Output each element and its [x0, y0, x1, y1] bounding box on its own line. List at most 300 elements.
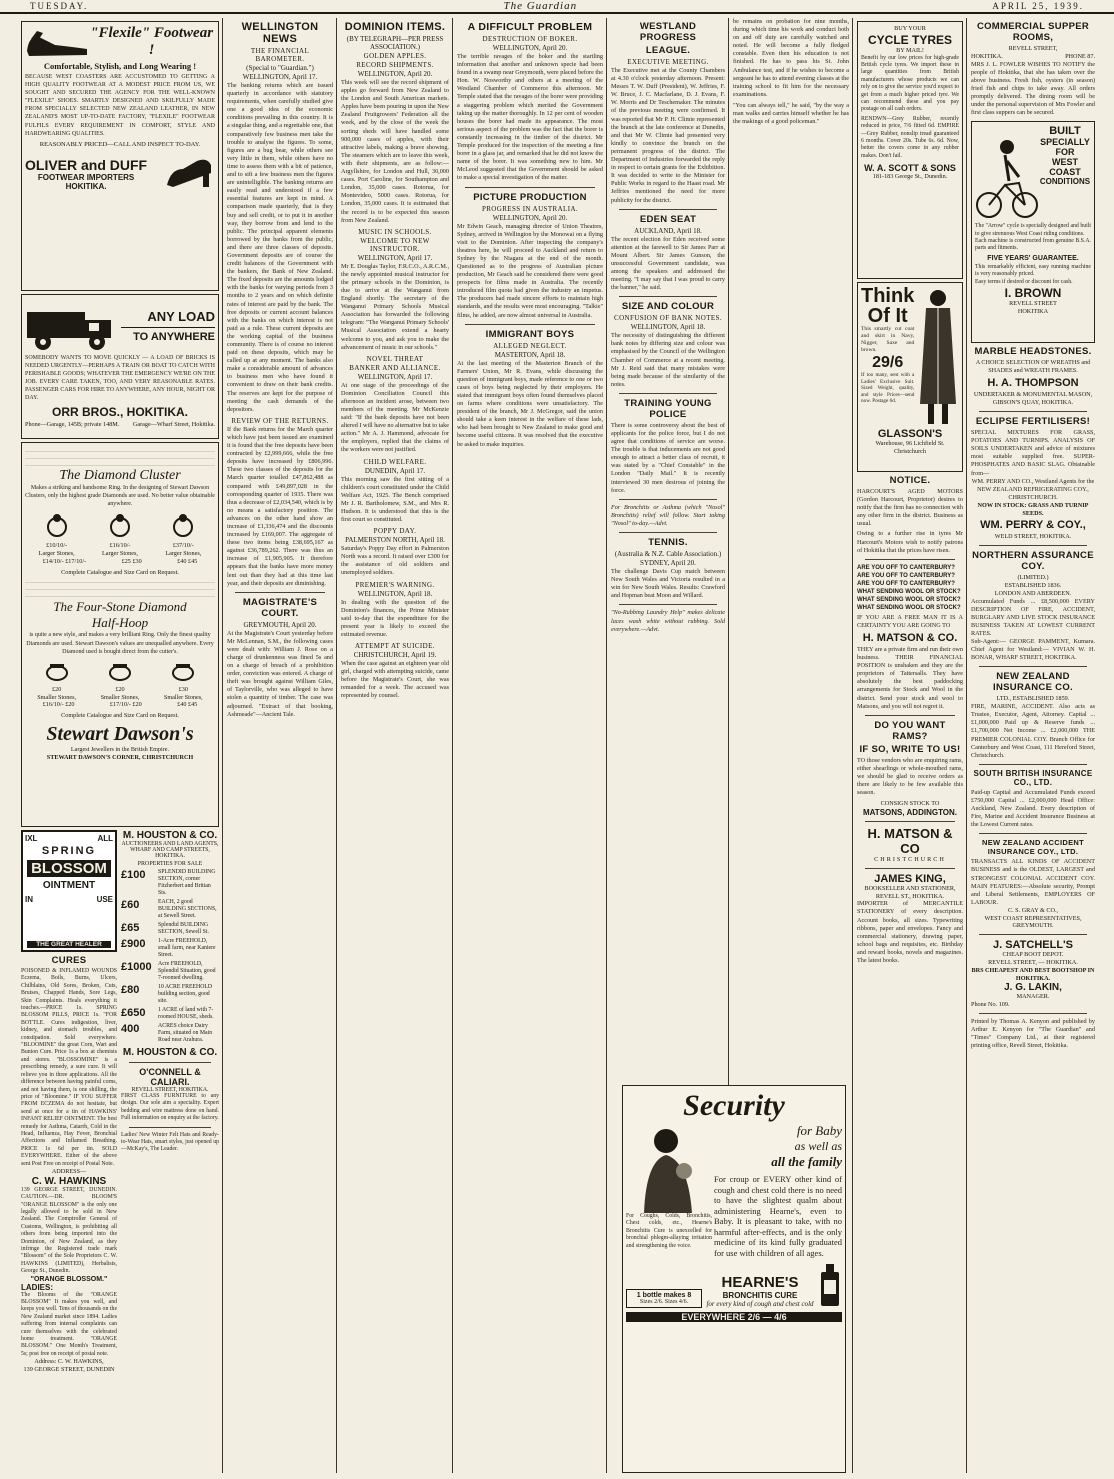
- eclipse-body: SPECIAL MIXTURES FOR GRASS, POTATOES AND TURNIPS. ANALYSIS OF SOILS UNDERTAKEN and advice of mixtures most suitable supplied free. SUPER-PHOSPHATES AND BASIC SLAG. Obtainable from—: [971, 429, 1095, 477]
- blossom-logo: [21, 830, 117, 952]
- blossom-ixl: IXL: [25, 834, 38, 843]
- cluster-larger-price-1: £14/10/- £17/10/-: [42, 557, 87, 565]
- canterbury-body: IF YOU ARE A FREE MAN IT IS A CERTAINTY YOU ARE GOING TO: [857, 613, 963, 629]
- property-description: Splendid BUILDING SECTION, Sewell St.: [158, 922, 209, 935]
- dateline: WELLINGTON, April 20.: [357, 70, 433, 78]
- specially-word: SPECIALLY: [1040, 137, 1090, 148]
- supper-rooms-town: HOKITIKA.: [971, 52, 1003, 60]
- half-hoop-body: is quite a new style, and makes a very brilliant Ring. Only the finest quality Diamonds are used. Stewart Dawson's values are unequalled anywhere. Every Diamond used is bought direct from the cutter's.: [26, 632, 214, 655]
- property-listing: [121, 1023, 219, 1044]
- james-king-body: IMPORTER of MERCANTILE STATIONERY of every description. Account books, all sizes. Typewriting ribbons, paper and envelopes. Fancy and commercial stationery, drawing paper, school bags and requisites, etc. Birthday and reward books, novels and magazines. The latest books.: [857, 900, 963, 964]
- arrow-body-2: Each machine is constructed from genuine B.S.A. parts and fitments.: [975, 238, 1091, 252]
- bottle-makes: 1 bottle makes 8: [636, 1292, 692, 1299]
- article-body: At the Magistrate's Court yesterday before Mr McLennan, S.M., the following cases were dealt with: William J. Rose on a charge of drunkenness was fined 5s and on a charge of breach of a prohibition order, conviction was entered. A charge of theft was brought against William Giles, of Taylorville, who was alleged to have stolen a quantity of timber. The case was adjourned. "Extract of that booking, Ashmeade"—Ancient Tale.: [227, 629, 333, 718]
- telegraph-note: (BY TELEGRAPH—PER PRESS ASSOCIATION.): [346, 35, 444, 51]
- property-description: 10 ACRE FREEHOLD building section, good site.: [158, 984, 213, 1004]
- column-2-wellington-news: [224, 18, 336, 1473]
- alleged-neglect-sub: ALLEGED NEGLECT.: [493, 341, 567, 350]
- notice-heading: NOTICE.: [889, 475, 931, 486]
- canterbury-line: ARE YOU OFF TO CANTERBURY?: [857, 580, 955, 587]
- canterbury-line: ARE YOU OFF TO CANTERBURY?: [857, 564, 955, 571]
- hawkins-name: C. W. HAWKINS: [31, 1175, 107, 1187]
- tyres-body: Benefit by our low prices for high-grade British cycle tyres. We import these in large quantities from British manufacturers whose products we can rely on to give the service you'd expect to get from a much higher priced tyre. We can recommend these and you pay postage on all cash orders.: [861, 54, 959, 113]
- buy-your: BUY YOUR: [894, 25, 926, 32]
- hoop-smaller-1: Smaller Stones,: [37, 693, 77, 701]
- cluster-larger-3: Larger Stones,: [165, 550, 202, 558]
- column-rule: [966, 18, 967, 1473]
- canterbury-line: WHAT SENDING WOOL OR STOCK?: [857, 588, 961, 595]
- ring-icon: [170, 512, 196, 538]
- rams-heading: DO YOU WANT RAMS?: [874, 719, 946, 742]
- article-body: At the last meeting of the Masterton Branch of the Farmers' Union, Mr R. Evans, while discussing the question of immigrant boys, made reference to one or two cases of boys being neglected by their employers. He stated that immigrant boys often found themselves placed on farms where conditions were unsatisfactory. The president of the branch, Mr J. McGregor, said the union should take a keen interest in the welfare of these lads, who had been brought to New Zealand to make good and become useful citizens. It was resolved that the executive be asked to make inquiries.: [457, 359, 603, 448]
- marble-heading: MARBLE HEADSTONES.: [974, 346, 1092, 358]
- satchell-street: REVELL STREET, — HOKITIKA.: [988, 959, 1078, 967]
- column-4-news: [454, 18, 606, 1473]
- ring-icon: [44, 660, 70, 682]
- immigrant-boys-heading: IMMIGRANT BOYS: [485, 328, 575, 340]
- glassons-sizes-text: If too many, sent with a Ladies' Exclusive Suit. Sized Weight, quality, and style Prices—send now. Postage 6d.: [861, 372, 915, 405]
- masthead-day: TUESDAY.: [30, 1, 89, 11]
- lakin-name: J. G. LAKIN,: [1004, 982, 1062, 994]
- orr-body: SOMEBODY WANTS TO MOVE QUICKLY — A LOAD OF BRICKS IS NEEDED URGENTLY—PERHAPS A TRAIN OR BOAT TO CATCH WITH PERISHABLE GOODS; WHATEVER THE EMERGENCY WE'RE ON THE JOB. EVERY CARE TAKEN, TOO, AND VERY REASONABLE RATES. PASSENGER CARS FOR HIRE TO ANYWHERE, ANY HOUR, NIGHT OR DAY.: [25, 355, 215, 402]
- orr-garage: Garage—Wharf Street, Hokitika.: [132, 420, 215, 428]
- masthead-date: APRIL 25, 1939.: [992, 1, 1084, 11]
- security-as-well-as: as well as: [794, 1139, 842, 1153]
- property-listing: [121, 984, 219, 1005]
- article-body: Mr Edwin Geach, managing director of Union Theatres, Sydney, arrived in Wellington by the Monowai on a flying visit to the Dominion. After inspecting the company's theatres here, he will proceed to Auckland and return to Sydney by the Niagara at the end of the month. Questioned as to the progress of Australian picture production, Mr Geach said he considered there were good prospects for films made in Australia. The recently introduced film quota had given the industry an impetus. The producers had made sincere efforts to maintain high standards, and the results were most encouraging. "Talkie" films, he added, are now almost universal in Australia.: [457, 222, 603, 319]
- property-description: SPLENDID BUILDING SECTION, corner Fitzherbert and Brittan Sts.: [158, 869, 216, 896]
- property-listing: [121, 869, 219, 897]
- property-listing: [121, 922, 219, 936]
- blossom-cures: CURES: [51, 955, 87, 966]
- west-word: WEST: [1052, 157, 1078, 168]
- nz-insurance-body: FIRE, MARINE, ACCIDENT. Also acts as Trustee, Executor, Agent, Attorney. Capital ... £1,000,000 Paid up & Reserve funds ... £1,700,000 Net Income ... £2,000,000 THE PREMIER COLONIAL COY. Branch Office for Canterbury and West Coast, 111 Hereford Street, Christchurch.: [971, 703, 1095, 759]
- arrow-body: The "Arrow" cycle is specially designed and built to give strenuous West Coast riding conditions.: [975, 223, 1091, 237]
- oconnell-body: FIRST CLASS FURNITURE to any design. Our sole aim a speciality. Expert bedding and wire mattress done on hand. Full information on enquiry at the factory.: [121, 1093, 219, 1122]
- hearnes-everywhere: EVERYWHERE 2/6 — 4/6: [626, 1312, 842, 1322]
- oliver-duff-town: HOKITIKA.: [65, 181, 107, 191]
- column-rule: [222, 18, 223, 1473]
- training-police-heading: TRAINING YOUNG POLICE: [624, 397, 712, 420]
- article-body: The recent election for Eden received some attention at the farewell to Sir James Parr at Mount Albert. Sir James Gunson, the unsuccessful Government candidate, was among the speakers and addressed the meeting. "I may say that I was proud to carry the banner," he said.: [611, 235, 725, 292]
- think-word: Think: [861, 285, 915, 307]
- glassons-coat-text: This smartly cut coat and skirt in Navy, Nigger, Saxe and brown.: [861, 326, 915, 353]
- lady-in-coat-illustration: [914, 286, 959, 428]
- blossom-in: IN: [25, 895, 33, 904]
- nosol-advert: For Bronchitis or Asthma (which "Nosol" Bronchitis) relief will follow. Start taking "Nosol" to-day.—Advt.: [611, 503, 725, 527]
- ladies-shoe-icon: [163, 151, 215, 191]
- consign-stock: CONSIGN STOCK TO: [880, 800, 940, 808]
- coast-word: COAST: [1049, 167, 1081, 178]
- shoe-icon: [25, 25, 88, 59]
- supper-rooms-street: REVELL STREET,: [1008, 45, 1058, 52]
- dateline: GREYMOUTH, April 20.: [243, 620, 317, 629]
- eden-seat-heading: EDEN SEAT: [639, 213, 697, 225]
- property-description: 1-Acre FREEHOLD, small farm, near Kaniere Street.: [158, 938, 216, 958]
- article-body: The challenge Davis Cup match between New South Wales and Victoria resulted in a win for New South Wales. Results: Crawford and Hopman beat Moon and Willard.: [611, 568, 725, 600]
- property-listing: [121, 961, 219, 982]
- oconnell-name: O'CONNELL & CALIARI.: [139, 1067, 201, 1087]
- column-3-dominion-items: [338, 18, 452, 1473]
- canterbury-line: WHAT SENDING WOOL OR STOCK?: [857, 596, 961, 603]
- dateline: DUNEDIN, April 17.: [364, 466, 426, 475]
- article-body: At one stage of the proceedings of the Dominion Conciliation Council this afternoon an incident arose, between two members of the meeting. Mr McKenzie said: "If the bank deposits have not been altered I will have no alternative but to take action." Mr A. J. Hammond, advocate for the employers, replied that the claims of the workers were not justified.: [341, 381, 449, 454]
- scott-name: W. A. SCOTT & SONS: [864, 163, 956, 174]
- column-rule: [336, 18, 337, 1473]
- flexile-footwear-ad: [21, 21, 219, 291]
- supper-rooms-heading: COMMERCIAL SUPPER ROOMS,: [976, 21, 1090, 43]
- ornament-border: [25, 446, 215, 466]
- destruction-boker-sub: DESTRUCTION OF BOKER.: [482, 35, 578, 43]
- nz-accident-body: TRANSACTS ALL KINDS OF ACCIDENT BUSINESS and is the OLDEST, LARGEST and STRONGEST COLONIAL ACCIDENT COY. MAIN FEATURES:—Absolute security, Prompt and Liberal Settlements, EMPLOYERS OF LABOUR.: [971, 858, 1095, 906]
- dateline: WELLINGTON, April 18.: [357, 589, 433, 598]
- stewart-dawson-tagline: Largest Jewellers in the British Empire.: [70, 745, 170, 753]
- article-body: "You can always tell," he said, "by the way a man walks and carries himself whether he has the makings of a good policeman.": [733, 101, 849, 126]
- property-description: ACRES choice Dairy Farm, situated on Main Road near Arahura.: [158, 1023, 213, 1043]
- arrow-cycle-ad: [971, 121, 1095, 343]
- ring-icon: [170, 660, 196, 682]
- matson-town: CHRISTCHURCH: [874, 855, 946, 863]
- blossom-all: ALL: [97, 834, 114, 843]
- thompson-trade: UNDERTAKER & MONUMENTAL MASON,: [973, 391, 1093, 399]
- property-listing: [121, 1007, 219, 1021]
- article-body: In dealing with the question of the Dominion's finances, the Prime Minister said to-day that the expenditure for the present year is likely to exceed the estimated revenue.: [341, 598, 449, 638]
- poppy-day-sub: POPPY DAY.: [373, 527, 417, 536]
- orr-bros-ad: [21, 294, 219, 439]
- orr-to-anywhere: TO ANYWHERE: [133, 331, 215, 343]
- blossom-ointment: OINTMENT: [42, 880, 96, 891]
- dateline: WELLINGTON, April 17.: [357, 372, 433, 381]
- hawkins-address: Address: C. W. HAWKINS,: [34, 1358, 104, 1366]
- orr-phone: Phone—Garage, 145B; private 148M.: [25, 420, 120, 428]
- premiers-warning-sub: PREMIER'S WARNING.: [355, 580, 435, 589]
- ornament-border: [25, 579, 215, 597]
- spring-blossom-ad: [21, 830, 117, 1374]
- property-description: Acre FREEHOLD, Splendid Situation, good 7-roomed dwelling.: [158, 961, 216, 981]
- dateline: WELLINGTON, April 20.: [492, 44, 568, 52]
- satchell-depot: CHEAP BOOT DEPOT.: [1002, 951, 1064, 959]
- guarantee: FIVE YEARS' GUARANTEE.: [987, 254, 1079, 262]
- special-note: (Special to "Guardian."): [246, 64, 314, 72]
- arrow-body-3: This remarkably efficient, easy running machine is very reasonably priced.: [975, 263, 1091, 278]
- bottle-sizes: Sizes 2/6. Sizes 4/6.: [639, 1299, 689, 1305]
- northern-limited: (LIMITED.): [1017, 574, 1049, 582]
- glassons-warehouse: Warehouse, 96 Lichfield St.: [875, 440, 945, 447]
- security-title: Security: [683, 1089, 785, 1122]
- progress-australia-sub: PROGRESS IN AUSTRALIA.: [481, 204, 579, 213]
- dateline: WELLINGTON, April 18.: [630, 323, 706, 332]
- built-word: BUILT: [1049, 125, 1081, 138]
- dateline: WELLINGTON, April 20.: [492, 213, 568, 222]
- westland-progress-heading: WESTLAND PROGRESS: [639, 21, 697, 43]
- matson-body: THEY are a private firm and run their own business. THEIR FINANCIAL POSITION is unshaken and they are the proprietors of Tattersalls. They have absolutely the best paddocking arrangements for Stock and Wool in the district. Send your stock and wool to Matsons, and you will not regret it.: [857, 645, 963, 710]
- article-body: This morning saw the first sitting of a children's court constituted under the Child Welfare Act, 1925. The Bench comprised Mr J. R. Bartholomew, S.M., and Mrs R. Hudson. It is understood that this is the first court so constituted.: [341, 475, 449, 524]
- cluster-price-3: £37/10/-: [172, 542, 194, 550]
- blossom-spring: SPRING: [41, 845, 97, 857]
- dateline: AUCKLAND, April 18.: [634, 226, 702, 235]
- printer-imprint: Printed by Thomas A. Kenyon and published by Arthur E. Kenyon for "The Guardian" and "Times" Company Ltd., at their registered printing office, Revell Street, Hokitika.: [971, 1018, 1095, 1050]
- nz-insurance-heading: NEW ZEALAND INSURANCE CO.: [993, 671, 1073, 694]
- westland-progress-heading-2: LEAGUE.: [645, 45, 691, 56]
- blossom-word: BLOSSOM: [27, 860, 111, 877]
- article-body: If the Bank returns for the March quarter which have just been issued are examined it is found that the free deposits have been contracted by £2,999,666, while the free deposits have increased by £806,996. These two classes of the deposits for the March quarter totalled £47,862,488 as compared with £49,897,028 in the corresponding quarter of 1935. There was thus a decrease of £2,034,540, which is by no means a satisfactory position. The advances on the other hand show an increase of £1,336,474 and the discounts increased by £169,007. The aggregate of these two items being £38,695,167 as against £36,789,262. There was thus an increase of £1,905,905. It therefore appears that the banks have more money lent out than they had at this time last year, and their deposits are diminishing.: [227, 425, 333, 587]
- column-rule: [852, 18, 853, 1473]
- column-8-advertisements: [968, 18, 1098, 1473]
- glassons-town: Christchurch: [894, 447, 926, 455]
- bank-notes-sub: CONFUSION OF BANK NOTES.: [614, 314, 722, 323]
- supper-rooms-phone: PHONE 87.: [1065, 52, 1095, 60]
- perry-agents: WM. PERRY AND CO., Westland Agents for the NEW ZEALAND REFRIGERATING COY., CHRISTCHURCH.: [971, 477, 1095, 501]
- eclipse-heading: ECLIPSE FERTILISERS!: [975, 416, 1091, 428]
- cluster-catalogue-note: Complete Catalogue and Size Card on Request.: [61, 568, 179, 576]
- nz-insurance-established: LTD., ESTABLISHED 1859.: [996, 695, 1070, 703]
- property-price: £1000: [121, 961, 152, 973]
- brown-name: I. BROWN: [1004, 286, 1062, 301]
- article-body: The necessity of distinguishing the different bank notes by differing size and colour was emphasised by the Council of the Wellington Chamber of Commerce at a recent meeting. Mr J. Reid said that many mistakes were being made because of the similarity of the notes.: [611, 332, 725, 388]
- size-colour-heading: SIZE AND COLOUR: [621, 301, 715, 313]
- brown-town: HOKITIKA: [1017, 307, 1049, 315]
- property-description: EACH, 2 good BUILDING SECTIONS, at Sewell Street.: [158, 899, 217, 919]
- cluster-larger-1: Larger Stones,: [38, 550, 75, 558]
- diamond-cluster-body: Makes a striking and handsome Ring. In the designing of Stewart Dawson Clusters, only the highest grade Diamonds are used. No better value obtainable anywhere.: [25, 485, 215, 508]
- hawkins-address-2: 139 GEORGE STREET, DUNEDIN: [23, 1366, 115, 1374]
- ring-icon: [44, 512, 70, 538]
- property-price: £900: [121, 938, 146, 950]
- mother-and-baby-illustration: [626, 1123, 710, 1213]
- property-listing: [121, 938, 219, 959]
- for-word: FOR: [1055, 147, 1075, 158]
- orr-any-load: ANY LOAD: [147, 309, 215, 324]
- northern-established: ESTABLISHED 1836.: [1004, 582, 1062, 590]
- cluster-price-1: £10/10/-: [46, 542, 68, 550]
- thompson-address: GIBSON'S QUAY, HOKITIKA.: [992, 399, 1074, 407]
- laundry-advert: "No-Rubbing Laundry Help" makes delicate laces wash white without rubbing. Sold everywhere.—Advt.: [611, 609, 725, 633]
- northern-agents: Sub-Agent:— GEORGE PAMMENT, Kumara. Chief Agent for Westland:— VIVIAN W. H. BONAR, WHARF STREET, HOKITIKA.: [971, 638, 1095, 662]
- hoop-smaller-price-2: £17/10/- £20: [109, 701, 142, 709]
- hoop-smaller-price-1: £16/10/- £20: [42, 701, 75, 709]
- masthead: [0, 0, 1114, 14]
- blossom-ladies-body: The Blooms of the "ORANGE BLOSSOM" It makes you well, and keeps you well. Tens of thousands on the New Zealand market since 1894. Ladies suffering from internal complaints can cure themselves with the celebrated home treatment. "ORANGE BLOSSOM." One Month's Treatment, 5s; post free on receipt of postal note.: [21, 1291, 118, 1357]
- ladies-label: LADIES:: [21, 1282, 53, 1292]
- perry-street: WELD STREET, HOKITIKA.: [994, 533, 1072, 541]
- orange-blossom: "ORANGE BLOSSOM.": [30, 1275, 108, 1283]
- cable-note: (Australia & N.Z. Cable Association.): [614, 550, 722, 559]
- property-listing: [121, 899, 219, 920]
- satchell-best: BRS CHEAPEST AND BEST BOOTSHOP IN HOKITIKA.: [971, 966, 1095, 982]
- half-hoop-title: The Four-Stone Diamond: [53, 599, 187, 615]
- houston-ad: [121, 830, 219, 1374]
- perry-name: WM. PERRY & COY.,: [980, 519, 1086, 532]
- oliver-duff-name: OLIVER and DUFF: [25, 156, 148, 173]
- article-body: There is some controversy about the best of applicants for the police force, but I do not agree that conditions of service are worse. The trouble is that inducements are not good enough to attract a better class of recruit, it was stated by a "Chief Constable" in the London "Daily Mail." It is recently interviewed 30 men desirous of joining the force.: [611, 421, 725, 494]
- attempt-suicide-sub: ATTEMPT AT SUICIDE.: [355, 641, 435, 650]
- cluster-larger-2: Larger Stones,: [102, 550, 138, 558]
- glassons-ad: [857, 282, 963, 472]
- south-british-body: Paid-up Capital and Accumulated Funds exceed £750,000 Capital ... £2,000,000 Head Office: Auckland, New Zealand. Every description of Fire, Marine and Accident Insurance Business at the Lowest Current rates.: [971, 788, 1095, 829]
- medicine-bottle-icon: [818, 1262, 842, 1308]
- arrow-terms: Easy terms if desired or discount for cash.: [975, 278, 1073, 285]
- hoop-smaller-2: Smaller Stones,: [100, 693, 140, 701]
- hoop-smaller-3: Smaller Stones,: [163, 693, 203, 701]
- article-body: This week will see the record shipment of apples go forward from New Zealand to the London and South American markets. Apples have been pouring in upon the New Zealand Fruitgrowers' Federation all the week, and by the close of the week the sorting sheds will have handled some 900,000 cases of apples, with their attractive labels, making a brave showing. The steamers which are to leave this week, with their shipments, are as follow:—Argyllshire, for London and Hull, 30,000 cases. Port Caroline, for Southampton and London, 35,000 cases. Rotorua, for Montevideo, 5000 cases. Rotorua, for London, 35,000 cases. It is estimated that the record is to be expected this season from New Zealand.: [341, 79, 449, 224]
- column-7-advertisements: [854, 18, 966, 1473]
- houston-for-sale: PROPERTIES FOR SALE: [137, 861, 203, 867]
- masthead-title: The Guardian: [503, 0, 578, 12]
- welcome-instructor-sub: WELCOME TO NEW INSTRUCTOR.: [360, 236, 430, 253]
- review-returns-sub: REVIEW OF THE RETURNS.: [231, 416, 329, 425]
- hearnes-security-ad: [622, 1085, 846, 1473]
- property-description: 1 ACRE of land with 7-roomed HOUSE, sheds.: [158, 1007, 214, 1020]
- hearnes-left-text: For Coughs, Colds, Bronchitis, Chest colds, etc., Hearne's Bronchitis Cure is unexcelled for bronchial phlegm-allaying irritation and strengthening the voice.: [626, 1213, 712, 1249]
- property-price: £100: [121, 869, 146, 881]
- blossom-body: POISONED & INFLAMED WOUNDS Eczema, Boils, Burns, Ulcers, Chilblains, Old Sores, Broken, Cuts, Bruises, Chapped Hands, Sore Legs, Skin Complaints. Heals everything it touches.—PRICE 1s. SPRING BLOSSOM PILLS, PRICE 1s. "FOR BOTTLE. Cures indigestion, liver, kidney, and stomach troubles, and constipation. Sold everywhere. "BLOOMINE" the great Corn, Wart and Bunion Cure. Price 1s a box at chemists and stores. "BLOSSOMINE" is a prescribing remedy, a sure cure. It will relieve you in three applications. All the difference between having painful corns, and not having them, is one shilling, the price of "Bloomine." IF YOU SUFFER FROM ECZEMA do not hesitate, but send at once for a tin of HAWKINS' INFANT RELIEF OINTMENT. The best remedy for Asthma, Catarrh, Cold in the Head, Influenza, Hay Fever, Bronchial Affections and Inflamed Breathing. PRICE 1s 6d per tin. SOLD EVERYWHERE. Either of the above sent Post Free on receipt of Postal Note.: [21, 968, 118, 1167]
- flexile-price-note: REASONABLY PRICED—CALL AND INSPECT TO-DAY.: [39, 140, 201, 148]
- gray-name: C. S. GRAY & CO.,: [1007, 906, 1059, 914]
- record-shipments-sub: RECORD SHIPMENTS.: [356, 61, 434, 69]
- property-list: [121, 869, 219, 1044]
- article-body: The banking returns which are issued quarterly in accordance with statutory requirements, when carefully studied give one a good idea of the economic conditions prevailing in this country. It is a singular thing, and a regrettable one, that comparatively few business men take the trouble to analyse the figures. To some, figures are a bug bear, while others see very little in them, while others have no time to assess them with a bit of patience, and to sift a few business men the figures are unintelligible. The banking returns are easily read and understood if a few essential features are kept in mind. A comparison made quarterly, that is they buy and sell credit, or to put it in another way, they borrow from and lend to the public. The principal apparent elements borrowed by the banks from the public, and there are three classes of deposits. Government deposits are of course the credit balances of the Government with the bankers, the Bank of New Zealand. The fixed deposits are the amounts lodged with the banks for varying periods from 3 months to 2 years and on which definite rates of interest are paid by the bank. The free deposits or current account balances with the banks on which interest is not paid as a rule. These current deposits are the working capital of the business community. There is of course no interest paid on these deposits, which may be called up at any moment. The banks also make a considerable amount of advances to business men who have found it convenient to draw on their bank credits. The reserves are kept for the purpose of meeting the cash demands of the depositors.: [227, 82, 333, 413]
- property-price: £80: [121, 984, 140, 996]
- child-welfare-sub: CHILD WELFARE.: [363, 457, 427, 466]
- security-family: all the family: [771, 1154, 842, 1169]
- conditions-word: CONDITIONS: [1039, 177, 1091, 187]
- james-king-name: JAMES KING,: [874, 872, 946, 885]
- stewart-dawson-name: Stewart Dawson's: [46, 722, 194, 745]
- article-body: Saturday's Poppy Day effort in Palmerston North was a record. It raised over £300 for the assistance of old soldiers and unemployed soldiers.: [341, 545, 449, 577]
- property-price: £60: [121, 899, 140, 911]
- dateline: WELLINGTON, April 17.: [357, 253, 433, 262]
- wellington-news-heading: WELLINGTON NEWS: [241, 21, 319, 45]
- cycle-tyres: CYCLE TYRES: [867, 32, 952, 47]
- houston-name-2: M. HOUSTON & CO.: [122, 1047, 218, 1058]
- houston-trade: AUCTIONEERS AND LAND AGENTS,: [121, 841, 219, 847]
- brown-street: REVELL STREET: [1009, 300, 1057, 308]
- notice-body: HARCOURT'S AGED MOTORS (Gordon Harcourt, Proprietor) desires to notify that the firm has no connection with any other firm in the district. Business as usual.: [857, 488, 963, 528]
- gray-town: GREYMOUTH.: [1012, 922, 1054, 930]
- houston-town: HOKITIKA.: [155, 853, 185, 859]
- hoop-smaller-price-3: £40 £45: [177, 701, 198, 709]
- flexile-body: BECAUSE WEST COASTERS ARE ACCUSTOMED TO GETTING A HIGH QUALITY FOOTWEAR AT A MODEST PRICE FROM US, WE SOUGHT AND SECURED THE AGENCY FOR THE WELL-KNOWN "FLEXILE" SHOES. SMARTLY DESIGNED AND SKILFULLY MADE FROM SPECIALLY SELECTED NEW ZEALAND LEATHER, IN NEW ZEALAND'S MOST UP-TO-DATE FACTORY, "FLEXILE" FOOTWEAR FULFILS EVERY REQUIREMENT IN COMFORT, STYLE AND HARDWEARING QUALITIES.: [25, 74, 215, 137]
- glassons-name: GLASSON'S: [877, 428, 943, 440]
- picture-production-heading: PICTURE PRODUCTION: [473, 191, 587, 203]
- blossom-caution: 139 GEORGE STREET, DUNEDIN. CAUTION.—DR. BLOOM'S "ORANGE BLOSSOM" is the only one legally allowed to be sold in New Zealand. The Comptroller General of Customs, Wellington, is prohibiting all others from being imported into the Dominion, of New Zealand, as they infringe the Registered trade mark "Blossom" of the Sole Proprietors C. W. HAWKINS (LIMITED), Herbalists, George St., Dunedin.: [21, 1186, 118, 1275]
- blossom-use: USE: [96, 895, 114, 904]
- golden-apples-sub: GOLDEN APPLES.: [363, 52, 427, 60]
- bicycle-rider-illustration: [975, 125, 1039, 223]
- northern-funds: Accumulated Funds ... £8,500,000 EVERY DESCRIPTION OF FIRE, ACCIDENT, BURGLARY AND LIVE STOCK INSURANCE BUSINESS TAKEN AT LOWEST CURRENT RATES.: [971, 597, 1095, 638]
- diamond-cluster-title: The Diamond Cluster: [59, 468, 181, 483]
- matsons-addington: MATSONS, ADDINGTON.: [862, 807, 958, 817]
- blossom-and-houston-row: [21, 830, 219, 1374]
- ring-icon: [107, 660, 133, 682]
- blossom-healer: THE GREAT HEALER: [27, 941, 111, 948]
- james-king-address: REVELL ST., HOKITIKA.: [875, 892, 945, 900]
- hearnes-brand-cure: BRONCHITIS CURE: [722, 1291, 798, 1300]
- ring-icon: [107, 512, 133, 538]
- northern-london: LONDON AND ABERDEEN.: [994, 589, 1072, 597]
- dateline: WELLINGTON, April 17.: [242, 73, 318, 81]
- half-hoop-title-2: Half-Hoop: [91, 615, 149, 631]
- hats-ad: Ladies' New Winter Felt Hats and Ready-to-Wear Hats, smart styles, just opened up—McKay's, The Leader.: [121, 1131, 219, 1153]
- thompson-name: H. A. THOMPSON: [987, 377, 1079, 390]
- stewart-dawson-address: STEWART DAWSON'S CORNER, CHRISTCHURCH: [46, 753, 194, 761]
- now-in-stock: NOW IN STOCK: GRASS AND TURNIP SEEDS.: [977, 501, 1089, 517]
- hoop-catalogue-note: Complete Catalogue and Size Card on Request.: [61, 712, 179, 720]
- notice-body-2: Owing to a further rise in tyres Mr Harcourt's Motors wish to notify patrons of Hokitika that the prices have risen.: [857, 530, 963, 554]
- by-mail: BY MAIL!: [896, 46, 924, 54]
- dateline: MASTERTON, April 18.: [494, 350, 566, 359]
- marble-body: A CHOICE SELECTION OF WREATHS and SHADES and WREATH FRAMES.: [975, 359, 1091, 375]
- blossom-address-label: ADDRESS—: [51, 1167, 87, 1175]
- article-body: When the case against an eighteen year old girl, charged with attempting suicide, came before the Magistrate's Court, she was remanded for a week. The accused was represented by counsel.: [341, 659, 449, 700]
- dominion-items-heading: DOMINION ITEMS.: [344, 21, 446, 33]
- hearnes-main-text: For croup or EVERY other kind of cough and chest cold there is no need to have the slightest qualm about administering Hearne's, even to Baby. It is pleasant to take, with no harmful after-effects, and is the only medicine of its kind fully graduated for use with children of all ages.: [714, 1174, 842, 1258]
- supper-rooms-body: MRS J. L. FOWLER WISHES TO NOTIFY the people of Hokitika, that she has taken over the above business. Fresh fish, oysters (in season) fried fish and chips to take away. All orders promptly delivered. The dining room will be under the personal supervision of Mrs Fowler and first class suppers can be secured.: [971, 60, 1095, 117]
- dateline: PALMERSTON NORTH, April 18.: [345, 536, 445, 545]
- hearnes-for-every: for every kind of cough and chest cold: [706, 1300, 814, 1308]
- stewart-dawson-ad: [21, 442, 219, 827]
- write-heading: IF SO, WRITE TO US!: [859, 743, 961, 755]
- oconnell-street: REVELL STREET, HOKITIKA.: [131, 1087, 209, 1093]
- column-rule: [452, 18, 453, 1473]
- canterbury-line: WHAT SENDING WOOL OR STOCK?: [857, 604, 961, 611]
- property-price: 400: [121, 1023, 140, 1035]
- matson-name: H. MATSON & CO.: [862, 631, 958, 644]
- bottle-panel: [626, 1289, 702, 1308]
- financial-barometer-sub: THE FINANCIAL BAROMETER.: [250, 47, 310, 63]
- flexile-title: "Flexile" Footwear !: [90, 25, 214, 58]
- canterbury-line: ARE YOU OFF TO CANTERBURY?: [857, 572, 955, 579]
- houston-name: M. HOUSTON & CO.: [122, 830, 218, 841]
- cluster-larger-price-3: £40 £45: [177, 557, 198, 565]
- lakin-manager: MANAGER.: [1016, 993, 1050, 1001]
- property-price: £650: [121, 1007, 146, 1019]
- article-body: The terrible ravages of the boker and the startling information that another and unknown specie had been found in a swamp near Greymouth, were placed before the Hon. W. Nosworthy and others at a meeting of the Westland Chamber of Commerce this afternoon. Mr Temple stated that the ravages of the borer were providing a staggering problem which merited the Government taking up the matter thoroughly. In 12 per cent of wooden houses the borer had made its appearance. The most serious aspect of the problem was the fact that the borer is constantly increasing in the timber of the district. Mr Temple produced for the inspection of the meeting a fine borer in a glass jar, and remarked that he did not know the name of the borer. It was something new to him. Mr McLeod suggested that the Government should be asked to make a special investigation of the matter.: [457, 53, 603, 182]
- hoop-price-3: £30: [178, 685, 188, 693]
- novel-threat-sub: NOVEL THREAT: [366, 354, 424, 363]
- music-schools-sub: MUSIC IN SCHOOLS.: [358, 227, 432, 236]
- column-1-advertisements: [18, 18, 222, 1473]
- tyres-body-2: RENDWN—Grey Rubber, recently reduced in price, 7/6 fitted 6d. EMPIRE—Grey Rubber, nonslip tread guaranteed 6 months. Cover 20s. Tube 6s. 6d. Now, better the covers come in any rubber makes. Don't fail.: [861, 115, 959, 159]
- banker-alliance-sub: BANKER AND ALLIANCE.: [349, 363, 441, 372]
- truck-icon: [25, 298, 117, 354]
- hoop-price-1: £20: [52, 685, 62, 693]
- scott-address: 181-183 George St., Dunedin.: [872, 173, 948, 181]
- cluster-larger-price-2: £25 £30: [121, 557, 142, 565]
- rams-body: TO those vendors who are enquiring rams, either shearlings or whole-mouthed rams, we should be glad to receive orders as there are likely to be few available this season.: [857, 756, 963, 797]
- hoop-price-2: £20: [115, 685, 125, 693]
- magistrates-court-heading: MAGISTRATE'S COURT.: [242, 596, 318, 619]
- dateline: CHRISTCHURCH, April 19.: [353, 650, 437, 659]
- canterbury-lines: [857, 564, 963, 612]
- property-price: £65: [121, 922, 140, 934]
- of-it-word: Of It: [867, 305, 908, 327]
- cycle-tyres-ad: [857, 21, 963, 279]
- houston-streets: WHARF AND CAMP STREETS,: [130, 847, 210, 853]
- gray-reps: WEST COAST REPRESENTATIVES,: [984, 914, 1082, 922]
- cluster-price-2: £16/10/-: [109, 542, 131, 550]
- flexile-tagline: Comfortable, Stylish, and Long Wearing !: [43, 61, 197, 71]
- article-body: Mr E. Douglas Taylor, F.R.C.O., A.R.C.M., the newly appointed musical instructor for the primary schools in the Dominion, is due to arrive at the Wanganui from England shortly. The secretary of the Wanganui Primary Schools Musical Association has forwarded the following telegram: "The Wanganui Primary Schools' Musical Association extend a hearty welcome to you, and ask you to make the advancement of music in our schools.": [341, 262, 449, 351]
- south-british-heading: SOUTH BRITISH INSURANCE CO., LTD.: [973, 768, 1093, 787]
- security-baby: for Baby: [796, 1123, 842, 1138]
- satchell-name: J. SATCHELL'S: [992, 939, 1074, 952]
- james-king-trade: BOOKSELLER AND STATIONER,: [864, 884, 956, 892]
- lakin-phone: Phone No. 109.: [971, 1001, 1010, 1009]
- article-body: be remains on probation for nine months, during which time his work and conduct both on and off duty are carefully watched and noted. He will become a fully fledged constable. Even then his education is not finished. He has to pass his St. John Ambulance test, and if he wishes to become a sergeant he has to attend evening classes at the training school to fit him for the necessary examinations.: [733, 18, 849, 98]
- glassons-price: 29/6: [872, 354, 904, 371]
- tennis-heading: TENNIS.: [648, 537, 688, 549]
